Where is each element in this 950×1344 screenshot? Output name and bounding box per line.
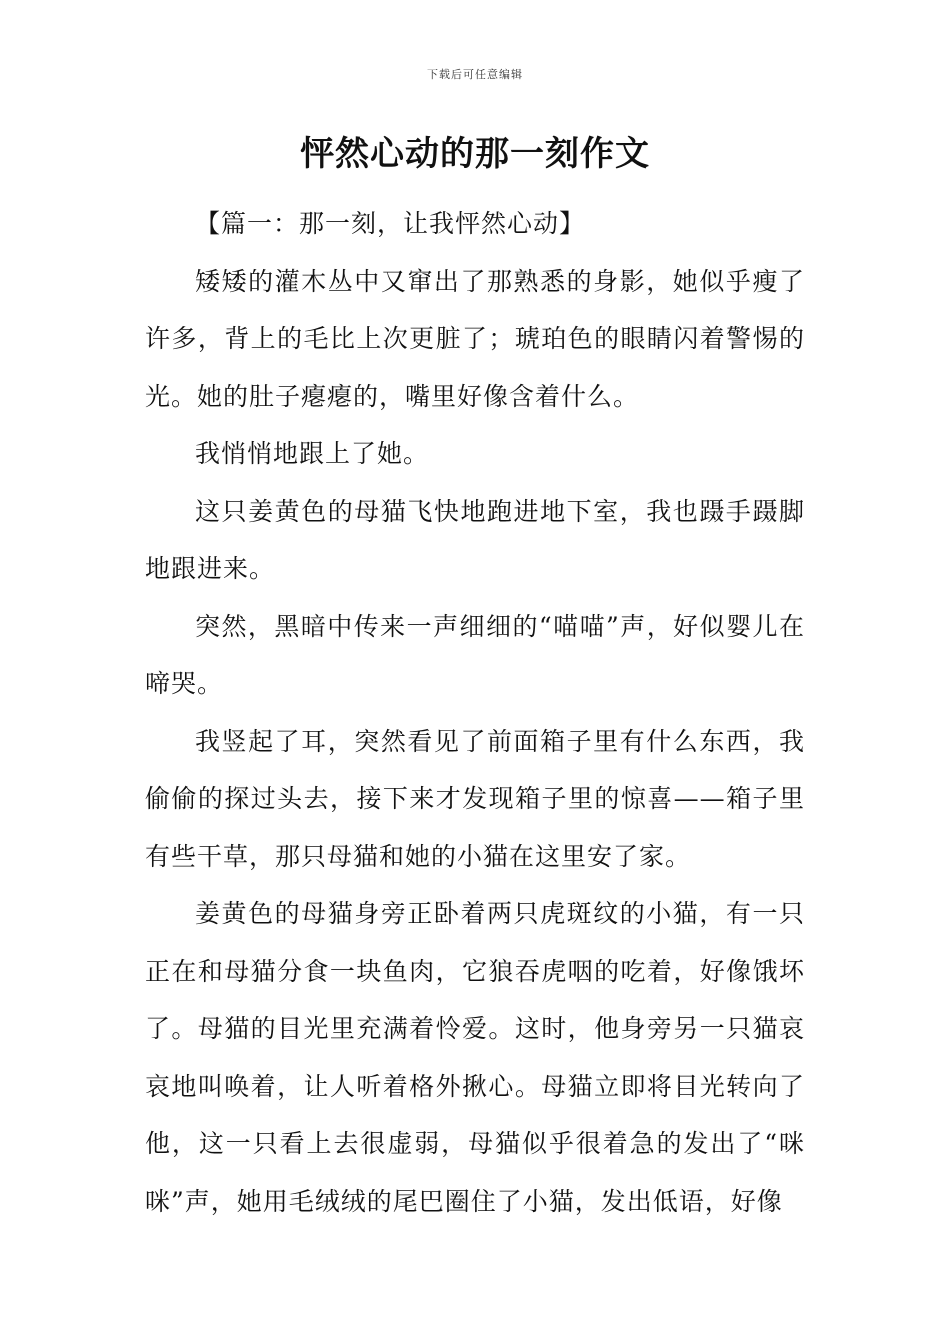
paragraph: 矮矮的灌木丛中又窜出了那熟悉的身影，她似乎瘦了许多，背上的毛比上次更脏了；琥珀色的眼睛闪着警惕的光。她的肚子瘪瘪的，嘴里好像含着什么。 <box>145 266 805 411</box>
paragraph: 姜黄色的母猫身旁正卧着两只虎斑纹的小猫，有一只正在和母猫分食一块鱼肉，它狼吞虎咽的吃着，好像饿坏了。母猫的目光里充满着怜爱。这时，他身旁另一只猫哀哀地叫唤着，让人听着格外揪心。母猫立即将目光转向了他，这一只看上去很虚弱，母猫似乎很着急的发出了“咪咪”声，她用毛绒绒的尾巴圈住了小猫，发出低语，好像 <box>145 899 805 1216</box>
section-heading: 【篇一：那一刻，让我怦然心动】 <box>195 209 586 238</box>
document-body <box>145 195 805 1230</box>
header-note: 下载后可任意编辑 <box>427 68 523 81</box>
paragraph: 突然，黑暗中传来一声细细的“喵喵”声，好似婴儿在啼哭。 <box>145 611 805 698</box>
page-title: 怦然心动的那一刻作文 <box>300 134 650 174</box>
paragraph: 这只姜黄色的母猫飞快地跑进地下室，我也蹑手蹑脚地跟进来。 <box>145 496 805 583</box>
paragraph: 我悄悄地跟上了她。 <box>195 439 430 468</box>
paragraph: 我竖起了耳，突然看见了前面箱子里有什么东西，我偷偷的探过头去，接下来才发现箱子里的惊喜——箱子里有些干草，那只母猫和她的小猫在这里安了家。 <box>145 726 805 871</box>
